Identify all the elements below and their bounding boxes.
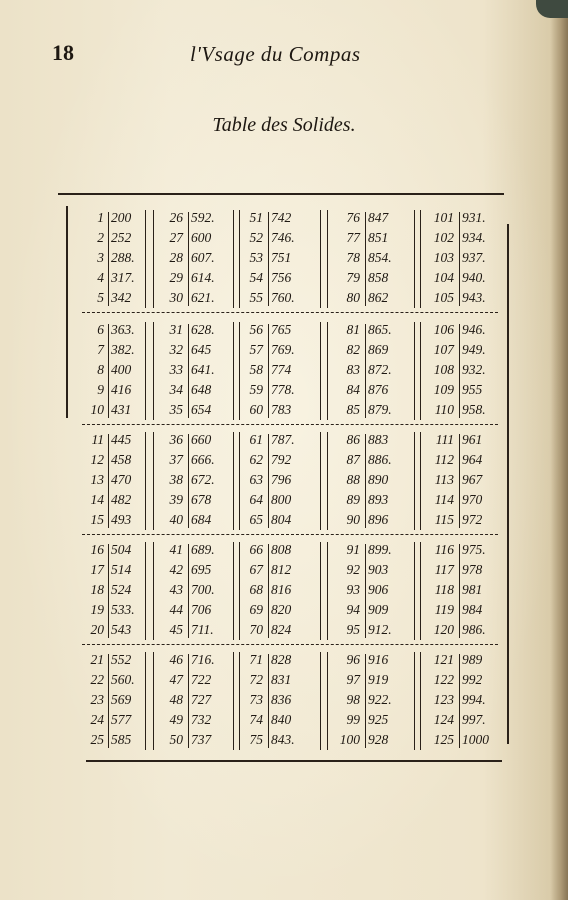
table-row xyxy=(0,490,568,510)
solid-value: 711. xyxy=(191,622,214,637)
solid-value: 816 xyxy=(271,582,292,597)
block-separator-rule xyxy=(82,534,498,535)
table-row xyxy=(0,580,568,600)
diameter-number: 88 xyxy=(346,472,360,487)
diameter-number: 90 xyxy=(346,512,360,527)
diameter-number: 40 xyxy=(169,512,183,527)
diameter-number: 17 xyxy=(90,562,104,577)
diameter-number: 28 xyxy=(169,250,183,265)
diameter-number: 32 xyxy=(169,342,183,357)
diameter-number: 4 xyxy=(97,270,104,285)
table-title: Table des Solides. xyxy=(212,114,356,136)
table-row xyxy=(0,690,568,710)
solid-value: 879. xyxy=(368,402,392,417)
diameter-number: 80 xyxy=(346,290,360,305)
diameter-number: 119 xyxy=(434,602,454,617)
diameter-number: 24 xyxy=(90,712,104,727)
solid-value: 700. xyxy=(191,582,215,597)
diameter-number: 125 xyxy=(433,732,454,747)
diameter-number: 43 xyxy=(169,582,183,597)
solid-value: 824 xyxy=(271,622,292,637)
table-row xyxy=(0,620,568,640)
solid-value: 400 xyxy=(111,362,132,377)
solid-value: 903 xyxy=(368,562,389,577)
diameter-number: 77 xyxy=(346,230,360,245)
diameter-number: 41 xyxy=(169,542,183,557)
diameter-number: 60 xyxy=(249,402,263,417)
solid-value: 906 xyxy=(368,582,389,597)
solid-value: 934. xyxy=(462,230,486,245)
solid-value: 607. xyxy=(191,250,215,265)
diameter-number: 63 xyxy=(249,472,263,487)
diameter-number: 12 xyxy=(90,452,104,467)
solid-value: 858 xyxy=(368,270,389,285)
solid-value: 660 xyxy=(191,432,212,447)
table-row xyxy=(0,268,568,288)
solid-value: 342 xyxy=(111,290,132,305)
solid-value: 840 xyxy=(271,712,292,727)
solid-value: 978 xyxy=(462,562,483,577)
solid-value: 800 xyxy=(271,492,292,507)
solid-value: 961 xyxy=(462,432,483,447)
table-top-rule xyxy=(58,193,504,195)
diameter-number: 34 xyxy=(169,382,183,397)
solid-value: 958. xyxy=(462,402,486,417)
diameter-number: 22 xyxy=(90,672,104,687)
diameter-number: 92 xyxy=(346,562,360,577)
table-row xyxy=(0,208,568,228)
diameter-number: 15 xyxy=(90,512,104,527)
diameter-number: 81 xyxy=(346,322,360,337)
diameter-number: 97 xyxy=(346,672,360,687)
solid-value: 851 xyxy=(368,230,389,245)
diameter-number: 82 xyxy=(346,342,360,357)
diameter-number: 47 xyxy=(169,672,183,687)
diameter-number: 115 xyxy=(434,512,454,527)
solid-value: 695 xyxy=(191,562,212,577)
diameter-number: 9 xyxy=(97,382,104,397)
solid-value: 820 xyxy=(271,602,292,617)
solid-value: 769. xyxy=(271,342,295,357)
table-row xyxy=(0,650,568,670)
solid-value: 760. xyxy=(271,290,295,305)
diameter-number: 18 xyxy=(90,582,104,597)
block-separator-rule xyxy=(82,312,498,313)
diameter-number: 67 xyxy=(249,562,263,577)
table-row xyxy=(0,400,568,420)
diameter-number: 120 xyxy=(433,622,454,637)
solid-value: 909 xyxy=(368,602,389,617)
diameter-number: 102 xyxy=(433,230,454,245)
diameter-number: 65 xyxy=(249,512,263,527)
diameter-number: 10 xyxy=(90,402,104,417)
diameter-number: 72 xyxy=(249,672,263,687)
diameter-number: 26 xyxy=(169,210,183,225)
diameter-number: 79 xyxy=(346,270,360,285)
block-separator-rule xyxy=(82,644,498,645)
diameter-number: 121 xyxy=(433,652,454,667)
solid-value: 836 xyxy=(271,692,292,707)
binding-corner xyxy=(536,0,568,18)
diameter-number: 29 xyxy=(169,270,183,285)
solid-value: 883 xyxy=(368,432,389,447)
diameter-number: 62 xyxy=(249,452,263,467)
table-row xyxy=(0,670,568,690)
diameter-number: 94 xyxy=(346,602,360,617)
solid-value: 672. xyxy=(191,472,215,487)
running-title: l'Vsage du Compas xyxy=(190,42,361,66)
solid-value: 737 xyxy=(191,732,212,747)
solid-value: 919 xyxy=(368,672,389,687)
solid-value: 641. xyxy=(191,362,215,377)
solid-value: 893 xyxy=(368,492,389,507)
solid-value: 774 xyxy=(271,362,292,377)
diameter-number: 3 xyxy=(97,250,104,265)
diameter-number: 56 xyxy=(249,322,263,337)
diameter-number: 21 xyxy=(90,652,104,667)
solid-value: 994. xyxy=(462,692,486,707)
diameter-number: 109 xyxy=(433,382,454,397)
table-row xyxy=(0,710,568,730)
diameter-number: 33 xyxy=(169,362,183,377)
diameter-number: 58 xyxy=(249,362,263,377)
diameter-number: 68 xyxy=(249,582,263,597)
diameter-number: 95 xyxy=(346,622,360,637)
solid-value: 997. xyxy=(462,712,486,727)
diameter-number: 118 xyxy=(434,582,454,597)
diameter-number: 87 xyxy=(346,452,360,467)
solid-value: 831 xyxy=(271,672,292,687)
solid-value: 928 xyxy=(368,732,389,747)
solid-value: 592. xyxy=(191,210,215,225)
solid-value: 886. xyxy=(368,452,392,467)
diameter-number: 50 xyxy=(169,732,183,747)
diameter-number: 25 xyxy=(90,732,104,747)
diameter-number: 51 xyxy=(249,210,263,225)
diameter-number: 85 xyxy=(346,402,360,417)
solid-value: 843. xyxy=(271,732,295,747)
solid-value: 896 xyxy=(368,512,389,527)
diameter-number: 112 xyxy=(434,452,454,467)
solid-value: 678 xyxy=(191,492,212,507)
diameter-number: 101 xyxy=(433,210,454,225)
table-block xyxy=(0,650,568,758)
solid-value: 943. xyxy=(462,290,486,305)
solid-value: 288. xyxy=(111,250,135,265)
diameter-number: 30 xyxy=(169,290,183,305)
diameter-number: 75 xyxy=(249,732,263,747)
solid-value: 600 xyxy=(191,230,212,245)
diameter-number: 105 xyxy=(433,290,454,305)
diameter-number: 38 xyxy=(169,472,183,487)
solid-value: 984 xyxy=(462,602,483,617)
solid-value: 964 xyxy=(462,452,483,467)
table-block xyxy=(0,320,568,428)
solid-value: 560. xyxy=(111,672,135,687)
solid-value: 742 xyxy=(271,210,292,225)
diameter-number: 35 xyxy=(169,402,183,417)
diameter-number: 31 xyxy=(169,322,183,337)
solid-value: 716. xyxy=(191,652,215,667)
diameter-number: 104 xyxy=(433,270,454,285)
diameter-number: 78 xyxy=(346,250,360,265)
diameter-number: 123 xyxy=(433,692,454,707)
table-row xyxy=(0,430,568,450)
solid-value: 645 xyxy=(191,342,212,357)
table-row xyxy=(0,730,568,750)
solid-value: 940. xyxy=(462,270,486,285)
diameter-number: 49 xyxy=(169,712,183,727)
solid-value: 869 xyxy=(368,342,389,357)
solid-value: 865. xyxy=(368,322,392,337)
solid-value: 876 xyxy=(368,382,389,397)
diameter-number: 27 xyxy=(169,230,183,245)
solid-value: 458 xyxy=(111,452,132,467)
diameter-number: 13 xyxy=(90,472,104,487)
solid-value: 862 xyxy=(368,290,389,305)
diameter-number: 108 xyxy=(433,362,454,377)
solid-value: 684 xyxy=(191,512,212,527)
diameter-number: 103 xyxy=(433,250,454,265)
solid-value: 890 xyxy=(368,472,389,487)
solid-value: 252 xyxy=(111,230,132,245)
solid-value: 689. xyxy=(191,542,215,557)
table-row xyxy=(0,360,568,380)
table-row xyxy=(0,600,568,620)
solid-value: 986. xyxy=(462,622,486,637)
table-row xyxy=(0,228,568,248)
solid-value: 621. xyxy=(191,290,215,305)
diameter-number: 45 xyxy=(169,622,183,637)
diameter-number: 37 xyxy=(169,452,183,467)
diameter-number: 73 xyxy=(249,692,263,707)
table-row xyxy=(0,450,568,470)
solid-value: 932. xyxy=(462,362,486,377)
diameter-number: 86 xyxy=(346,432,360,447)
solid-value: 992 xyxy=(462,672,483,687)
diameter-number: 46 xyxy=(169,652,183,667)
block-separator-rule xyxy=(82,424,498,425)
solid-value: 925 xyxy=(368,712,389,727)
solid-value: 756 xyxy=(271,270,292,285)
solid-value: 470 xyxy=(111,472,132,487)
diameter-number: 66 xyxy=(249,542,263,557)
diameter-number: 99 xyxy=(346,712,360,727)
solid-value: 981 xyxy=(462,582,483,597)
solid-value: 1000 xyxy=(462,732,489,747)
solid-value: 765 xyxy=(271,322,292,337)
diameter-number: 76 xyxy=(346,210,360,225)
solid-value: 751 xyxy=(271,250,292,265)
solid-value: 828 xyxy=(271,652,292,667)
solid-value: 916 xyxy=(368,652,389,667)
solid-value: 970 xyxy=(462,492,483,507)
diameter-number: 113 xyxy=(434,472,454,487)
diameter-number: 111 xyxy=(435,432,454,447)
diameter-number: 42 xyxy=(169,562,183,577)
table-row xyxy=(0,248,568,268)
diameter-number: 53 xyxy=(249,250,263,265)
table-row xyxy=(0,560,568,580)
solid-value: 200 xyxy=(111,210,132,225)
solid-value: 847 xyxy=(368,210,389,225)
diameter-number: 122 xyxy=(433,672,454,687)
solid-value: 524 xyxy=(111,582,132,597)
diameter-number: 20 xyxy=(90,622,104,637)
diameter-number: 1 xyxy=(97,210,104,225)
table-row xyxy=(0,380,568,400)
diameter-number: 110 xyxy=(434,402,454,417)
diameter-number: 44 xyxy=(169,602,183,617)
diameter-number: 93 xyxy=(346,582,360,597)
table-block xyxy=(0,208,568,316)
solid-value: 787. xyxy=(271,432,295,447)
table-row xyxy=(0,540,568,560)
solid-value: 783 xyxy=(271,402,292,417)
diameter-number: 116 xyxy=(434,542,454,557)
diameter-number: 106 xyxy=(433,322,454,337)
solid-value: 804 xyxy=(271,512,292,527)
solid-value: 922. xyxy=(368,692,392,707)
diameter-number: 23 xyxy=(90,692,104,707)
diameter-number: 69 xyxy=(249,602,263,617)
solid-value: 899. xyxy=(368,542,392,557)
solid-value: 796 xyxy=(271,472,292,487)
solid-value: 946. xyxy=(462,322,486,337)
solid-value: 975. xyxy=(462,542,486,557)
diameter-number: 84 xyxy=(346,382,360,397)
solid-value: 937. xyxy=(462,250,486,265)
solid-value: 482 xyxy=(111,492,132,507)
diameter-number: 107 xyxy=(433,342,454,357)
solid-value: 931. xyxy=(462,210,486,225)
solid-value: 363. xyxy=(111,322,135,337)
page-number: 18 xyxy=(52,40,74,65)
solid-value: 552 xyxy=(111,652,132,667)
diameter-number: 114 xyxy=(434,492,454,507)
solid-value: 727 xyxy=(191,692,212,707)
diameter-number: 14 xyxy=(90,492,104,507)
solid-value: 533. xyxy=(111,602,135,617)
solid-value: 628. xyxy=(191,322,215,337)
solid-value: 722 xyxy=(191,672,212,687)
diameter-number: 98 xyxy=(346,692,360,707)
solid-value: 955 xyxy=(462,382,483,397)
solid-value: 431 xyxy=(111,402,132,417)
diameter-number: 83 xyxy=(346,362,360,377)
solid-value: 912. xyxy=(368,622,392,637)
solid-value: 967 xyxy=(462,472,483,487)
solid-value: 949. xyxy=(462,342,486,357)
diameter-number: 5 xyxy=(97,290,104,305)
diameter-number: 39 xyxy=(169,492,183,507)
solid-value: 569 xyxy=(111,692,132,707)
diameter-number: 96 xyxy=(346,652,360,667)
table-block xyxy=(0,430,568,538)
table-row xyxy=(0,288,568,308)
solid-value: 778. xyxy=(271,382,295,397)
diameter-number: 57 xyxy=(249,342,263,357)
diameter-number: 55 xyxy=(249,290,263,305)
solid-value: 648 xyxy=(191,382,212,397)
diameter-number: 8 xyxy=(97,362,104,377)
diameter-number: 59 xyxy=(249,382,263,397)
solid-value: 792 xyxy=(271,452,292,467)
solid-value: 504 xyxy=(111,542,132,557)
diameter-number: 11 xyxy=(91,432,104,447)
diameter-number: 89 xyxy=(346,492,360,507)
diameter-number: 61 xyxy=(249,432,263,447)
solid-value: 666. xyxy=(191,452,215,467)
solid-value: 493 xyxy=(111,512,132,527)
solid-value: 654 xyxy=(191,402,212,417)
solid-value: 812 xyxy=(271,562,292,577)
solid-value: 317. xyxy=(111,270,135,285)
solid-value: 746. xyxy=(271,230,295,245)
diameter-number: 70 xyxy=(249,622,263,637)
diameter-number: 64 xyxy=(249,492,263,507)
solid-value: 872. xyxy=(368,362,392,377)
solid-value: 577 xyxy=(111,712,132,727)
solid-value: 445 xyxy=(111,432,132,447)
diameter-number: 52 xyxy=(249,230,263,245)
diameter-number: 6 xyxy=(97,322,104,337)
solid-value: 382. xyxy=(111,342,135,357)
table-block xyxy=(0,540,568,648)
solid-value: 989 xyxy=(462,652,483,667)
table-row xyxy=(0,470,568,490)
diameter-number: 16 xyxy=(90,542,104,557)
solid-value: 585 xyxy=(111,732,132,747)
solid-value: 972 xyxy=(462,512,483,527)
table-row xyxy=(0,340,568,360)
solid-value: 543 xyxy=(111,622,132,637)
table-row xyxy=(0,320,568,340)
table-bottom-rule xyxy=(86,760,502,762)
solid-value: 416 xyxy=(111,382,132,397)
diameter-number: 19 xyxy=(90,602,104,617)
solid-value: 854. xyxy=(368,250,392,265)
table-row xyxy=(0,510,568,530)
solid-value: 514 xyxy=(111,562,132,577)
solid-value: 732 xyxy=(191,712,212,727)
solid-value: 614. xyxy=(191,270,215,285)
diameter-number: 36 xyxy=(169,432,183,447)
diameter-number: 48 xyxy=(169,692,183,707)
diameter-number: 54 xyxy=(249,270,263,285)
diameter-number: 117 xyxy=(434,562,454,577)
solid-value: 706 xyxy=(191,602,212,617)
diameter-number: 74 xyxy=(249,712,263,727)
diameter-number: 100 xyxy=(339,732,360,747)
diameter-number: 7 xyxy=(97,342,104,357)
diameter-number: 124 xyxy=(433,712,454,727)
diameter-number: 71 xyxy=(249,652,263,667)
diameter-number: 91 xyxy=(346,542,360,557)
diameter-number: 2 xyxy=(97,230,104,245)
solid-value: 808 xyxy=(271,542,292,557)
